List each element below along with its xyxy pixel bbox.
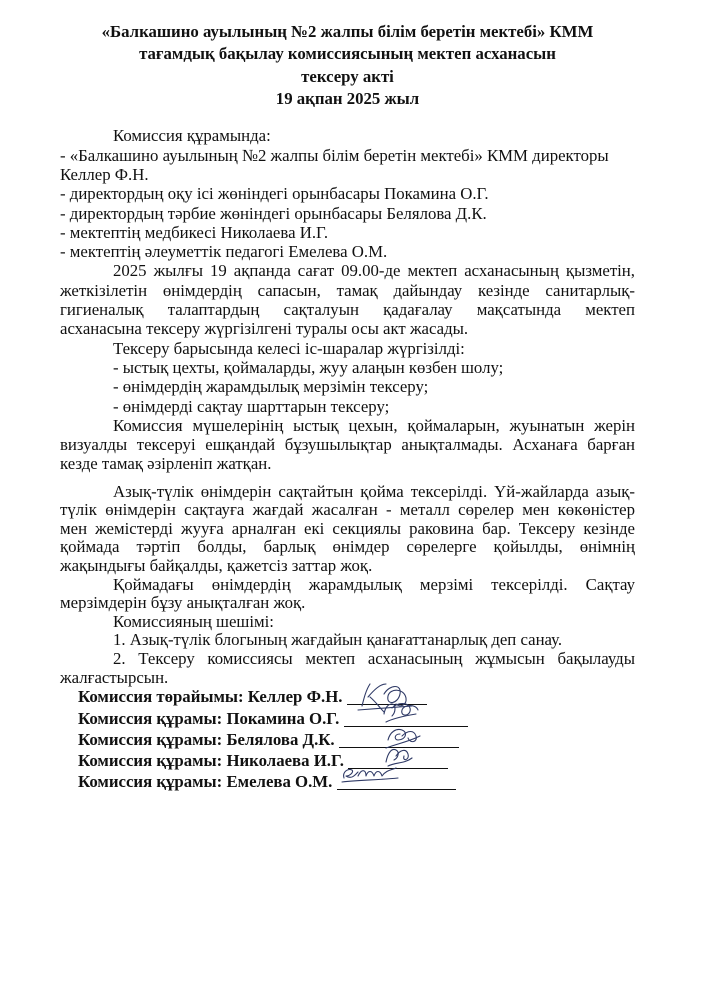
document-title-line: тексеру акті	[301, 66, 394, 86]
activities-heading: Тексеру барысында келесі іс-шаралар жүргізілді:	[113, 338, 465, 358]
signature-line	[348, 754, 448, 769]
document-title-line: тағамдық бақылау комиссиясының мектеп асханасын	[139, 44, 556, 64]
signature-row	[78, 729, 558, 750]
member-item: - «Балкашино ауылының №2 жалпы білім беретін мектебі» КММ директоры	[60, 145, 609, 165]
document-body-bottom	[60, 483, 635, 688]
signature-name: Покамина О.Г.	[226, 708, 340, 728]
member-item: - директордың тәрбие жөніндегі орынбасары Белялова Д.К.	[60, 203, 487, 223]
member-item: - мектептің әлеуметтік педагогі Емелева О.М.	[60, 242, 388, 262]
document-title-line: «Балкашино ауылының №2 жалпы білім беретін мектебі» КММ	[101, 22, 594, 41]
document-date: 19 ақпан 2025 жыл	[275, 88, 420, 108]
signature-name: Келлер Ф.Н.	[247, 687, 343, 707]
activity-item: - ыстық цехты, қоймаларды, жуу алаңын көзбен шолу;	[113, 357, 504, 377]
signature-row	[78, 708, 558, 729]
signature-role: Комиссия құрамы:	[78, 708, 223, 728]
signature-line	[347, 690, 427, 705]
storage-paragraph-line: түлік өнімдерін сақтауға жағдай жасалған - металл сөрелер мен көкөністер	[60, 500, 635, 520]
signature-line	[339, 733, 459, 748]
expiry-paragraph-line: Қоймадағы өнімдердің жарамдылық мерзімі тексерілді. Сақтау	[113, 574, 635, 594]
signature-role: Комиссия құрамы:	[78, 729, 223, 749]
storage-paragraph-line: қоймада тәртіп болды, барлық өнімдер сөрелерге қойылды, өнімнің	[60, 537, 635, 557]
activity-item: - өнімдерді сақтау шарттарын тексеру;	[113, 396, 390, 416]
signature-name: Николаева И.Г.	[226, 751, 344, 770]
decision-heading: Комиссияның шешімі:	[113, 611, 274, 631]
expiry-paragraph-line: мерзімдерін бұзу анықталған жоқ.	[60, 593, 306, 613]
decision-item: 1. Азық-түлік блогының жағдайын қанағаттанарлық деп санау.	[113, 630, 563, 650]
signature-name: Емелева О.М.	[226, 772, 333, 792]
visual-paragraph-line: кезде тамақ әзірленіп жатқан.	[60, 454, 272, 474]
document-body-top	[60, 126, 635, 473]
intro-paragraph-line: жеткізілетін өнімдердің сапасын, тамақ дайындау кезінде санитарлық-	[60, 280, 635, 300]
commission-heading: Комиссия құрамында:	[113, 126, 271, 146]
member-item: - мектептің медбикесі Николаева И.Г.	[60, 222, 329, 242]
intro-paragraph-line: асханасына тексеру жүргізілгені туралы осы акт жасады.	[60, 319, 469, 339]
document-header	[60, 21, 635, 110]
signature-role: Комиссия құрамы:	[78, 772, 223, 792]
storage-paragraph-line: Азық-түлік өнімдерін сақтайтын қойма тексерілді. Үй-жайларда азық-	[113, 481, 635, 501]
visual-paragraph-line: визуалды тексеруі ешқандай бұзушылықтар анықталмады. Асханаға барған	[60, 435, 635, 455]
decision-item: 2. Тексеру комиссиясы мектеп асханасының жұмысын бақылауды	[113, 649, 635, 669]
signature-line	[337, 775, 456, 790]
signature-row	[78, 771, 558, 792]
member-item: - директордың оқу ісі жөніндегі орынбасары Покамина О.Г.	[60, 184, 489, 204]
signature-name: Белялова Д.К.	[226, 729, 335, 749]
signature-line	[344, 712, 468, 727]
visual-paragraph-line: Комиссия мүшелерінің ыстық цехын, қоймаларын, жуынатын жерін	[113, 415, 635, 435]
signature-role: Комиссия құрамы:	[78, 751, 223, 770]
member-item-continuation: Келлер Ф.Н.	[60, 164, 149, 184]
intro-paragraph-line: 2025 жылғы 19 ақпанда сағат 09.00-де мектеп асханасының қызметін,	[113, 261, 635, 281]
activity-item: - өнімдердің жарамдылық мерзімін тексеру;	[113, 377, 429, 397]
signature-block	[78, 686, 558, 792]
intro-paragraph-line: гигиеналық талаптардың сақталуын қадағалау мақсатында мектеп	[60, 300, 635, 320]
signature-role: Комиссия төрайымы:	[78, 687, 244, 707]
decision-item-continuation: жалғастырсын.	[60, 667, 169, 687]
storage-paragraph-line: жақындығы байқалды, қажетсіз заттар жоқ.	[60, 556, 373, 576]
storage-paragraph-line: мен жемістерді жууға арналған екі секциялы раковина бар. Тексеру кезінде	[60, 518, 635, 538]
signature-row	[78, 686, 558, 707]
signature-row	[78, 750, 558, 771]
